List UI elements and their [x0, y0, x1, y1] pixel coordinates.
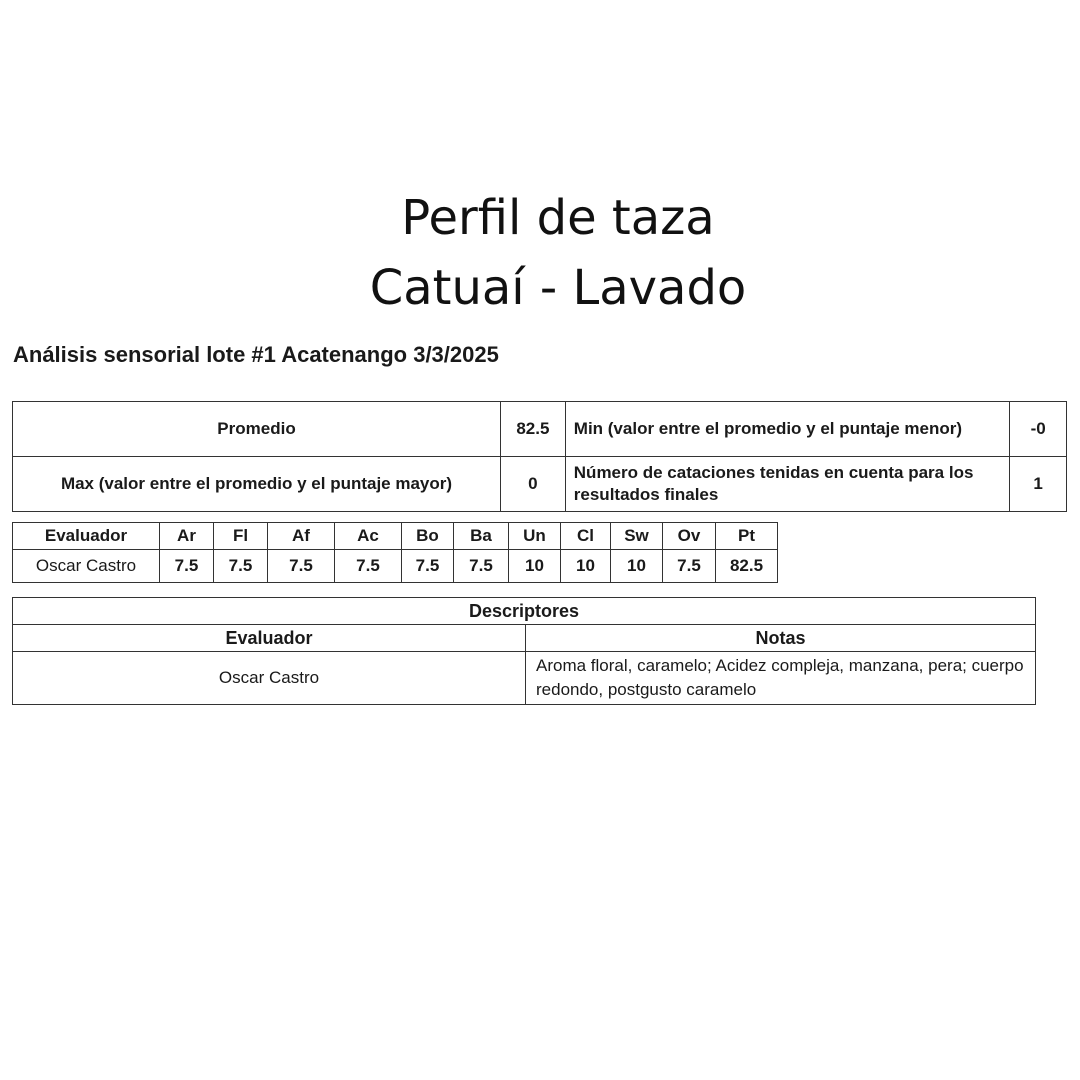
- descriptors-header-evaluador: Evaluador: [13, 625, 526, 652]
- table-row: [13, 550, 778, 583]
- header-fl: Fl: [214, 523, 268, 550]
- min-label: Min (valor entre el promedio y el puntaje menor): [565, 402, 1009, 457]
- score-ov: 7.5: [663, 550, 716, 583]
- descriptors-table: [12, 597, 1036, 705]
- score-evaluador: Oscar Castro: [13, 550, 160, 583]
- min-value: -0: [1010, 402, 1067, 457]
- score-fl: 7.5: [214, 550, 268, 583]
- header-sw: Sw: [611, 523, 663, 550]
- summary-row-1: [13, 402, 1067, 457]
- header-ac: Ac: [335, 523, 402, 550]
- promedio-label: Promedio: [13, 402, 501, 457]
- score-af: 7.5: [268, 550, 335, 583]
- descriptors-title-row: [13, 598, 1036, 625]
- header-cl: Cl: [561, 523, 611, 550]
- score-bo: 7.5: [402, 550, 454, 583]
- score-sw: 10: [611, 550, 663, 583]
- promedio-value: 82.5: [501, 402, 566, 457]
- scores-table: [12, 522, 778, 583]
- descriptors-header-notas: Notas: [526, 625, 1036, 652]
- count-label: Número de cataciones tenidas en cuenta para los resultados finales: [565, 457, 1009, 512]
- descriptors-title: Descriptores: [13, 598, 1036, 625]
- summary-row-2: [13, 457, 1067, 512]
- summary-table: [12, 401, 1067, 512]
- score-ba: 7.5: [454, 550, 509, 583]
- page-title-line-1: Perfil de taza: [401, 190, 715, 246]
- header-bo: Bo: [402, 523, 454, 550]
- score-ar: 7.5: [160, 550, 214, 583]
- max-value: 0: [501, 457, 566, 512]
- max-label: Max (valor entre el promedio y el puntaje mayor): [13, 457, 501, 512]
- header-evaluador: Evaluador: [13, 523, 160, 550]
- score-cl: 10: [561, 550, 611, 583]
- descriptors-header-row: [13, 625, 1036, 652]
- descriptor-evaluator: Oscar Castro: [13, 652, 526, 705]
- header-ov: Ov: [663, 523, 716, 550]
- header-un: Un: [509, 523, 561, 550]
- header-ar: Ar: [160, 523, 214, 550]
- header-ba: Ba: [454, 523, 509, 550]
- score-pt: 82.5: [716, 550, 778, 583]
- page-title-line-2: Catuaí - Lavado: [369, 260, 747, 316]
- count-value: 1: [1010, 457, 1067, 512]
- analysis-subtitle: Análisis sensorial lote #1 Acatenango 3/3/2025: [13, 342, 499, 367]
- scores-header-row: [13, 523, 778, 550]
- header-pt: Pt: [716, 523, 778, 550]
- table-row: [13, 652, 1036, 705]
- score-un: 10: [509, 550, 561, 583]
- header-af: Af: [268, 523, 335, 550]
- descriptor-notes: Aroma floral, caramelo; Acidez compleja, manzana, pera; cuerpo redondo, postgusto caramelo: [526, 652, 1036, 705]
- score-ac: 7.5: [335, 550, 402, 583]
